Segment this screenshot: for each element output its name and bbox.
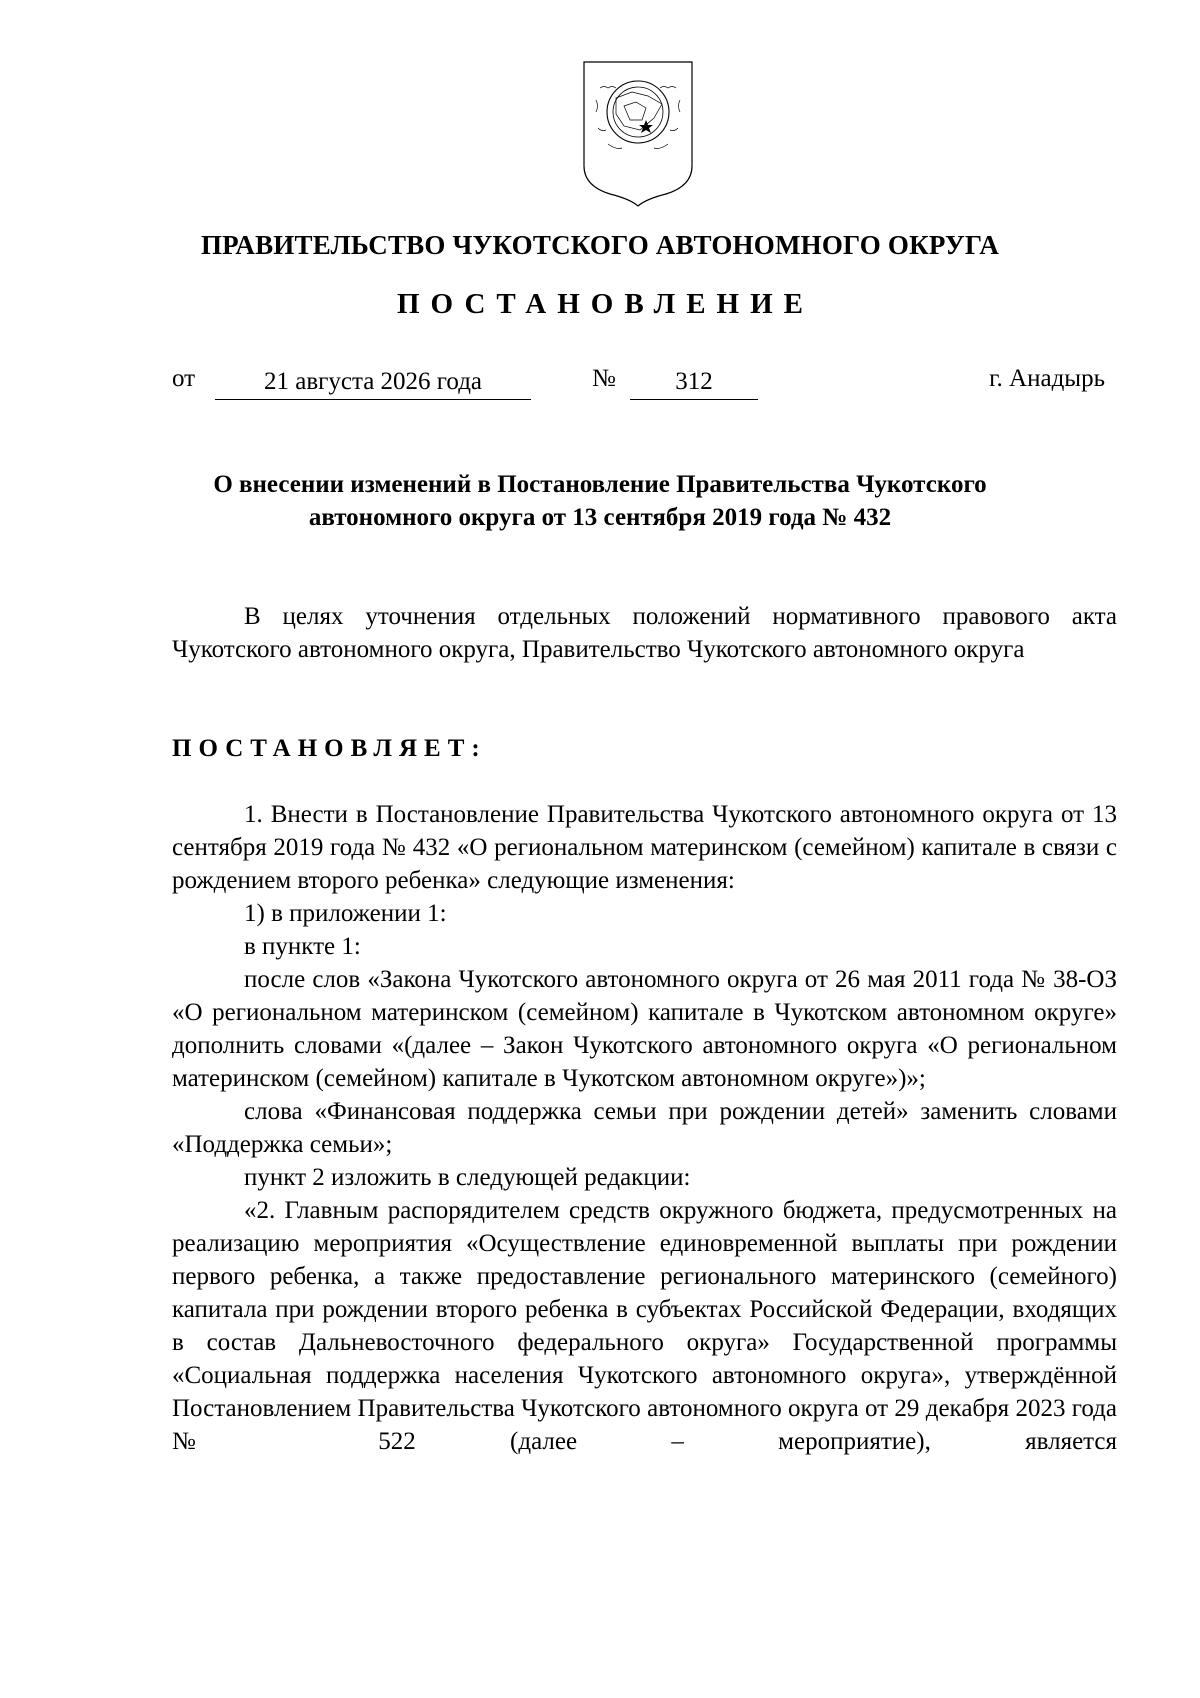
document-title (140, 468, 1060, 534)
paragraph-4: после слов «Закона Чукотского автономного округа от 26 мая 2011 года № 38-ОЗ «О региональном материнском (семейном) капитале в Чукотском автономном округе» дополнить словами «(далее – Закон Чукотского автономного округа «О региональном материнском (семейном) капитале в Чукотском автономном округе»)»; (172, 966, 1117, 1092)
main-body (172, 798, 1117, 1458)
organization-name: ПРАВИТЕЛЬСТВО ЧУКОТСКОГО АВТОНОМНОГО ОКРУГА (200, 230, 1000, 260)
paragraph-7: «2. Главным распорядителем средств окружного бюджета, предусмотренных на реализацию мероприятия «Осуществление единовременной выплаты при рождении первого ребенка, а также предоставление регионального материнского (семейного) капитала при рождении второго ребенка в субъектах Российской Федерации, входящих в состав Дальневосточного федерального округа» Государственной программы «Социальная поддержка населения Чукотского автономного округа», утверждённой Постановлением Правительства Чукотского автономного округа от 29 декабря 2023 года № 522 (далее – мероприятие), является (172, 1197, 1117, 1455)
document-date: 21 августа 2026 года (215, 365, 531, 400)
paragraph-5: слова «Финансовая поддержка семьи при рождении детей» заменить словами «Поддержка семьи»; (172, 1098, 1117, 1158)
paragraph-1: 1. Внести в Постановление Правительства Чукотского автономного округа от 13 сентября 2019 года № 432 «О региональном материнском (семейном) капитале в связи с рождением второго ребенка» следующие изменения: (172, 801, 1117, 894)
decree-heading: ПОСТАНОВЛЯЕТ: (172, 735, 487, 762)
number-sign: № (592, 365, 616, 392)
preamble-block (172, 600, 1117, 666)
date-prefix: от (172, 365, 196, 392)
paragraph-3: в пункте 1: (244, 933, 361, 960)
paragraph-6: пункт 2 изложить в следующей редакции: (244, 1164, 691, 1191)
city: г. Анадырь (989, 365, 1105, 392)
document-number: 312 (630, 365, 758, 400)
paragraph-2: 1) в приложении 1: (244, 900, 447, 927)
preamble-text: В целях уточнения отдельных положений нормативного правового акта Чукотского автономного округа, Правительство Чукотского автономного округа (172, 603, 1117, 663)
document-meta-line (172, 365, 1105, 405)
title-line-1: О внесении изменений в Постановление Правительства Чукотского (213, 471, 987, 498)
coat-of-arms-emblem (578, 58, 698, 208)
document-type: ПОСТАНОВЛЕНИЕ (396, 288, 814, 320)
title-line-2: автономного округа от 13 сентября 2019 года № 432 (308, 504, 892, 531)
